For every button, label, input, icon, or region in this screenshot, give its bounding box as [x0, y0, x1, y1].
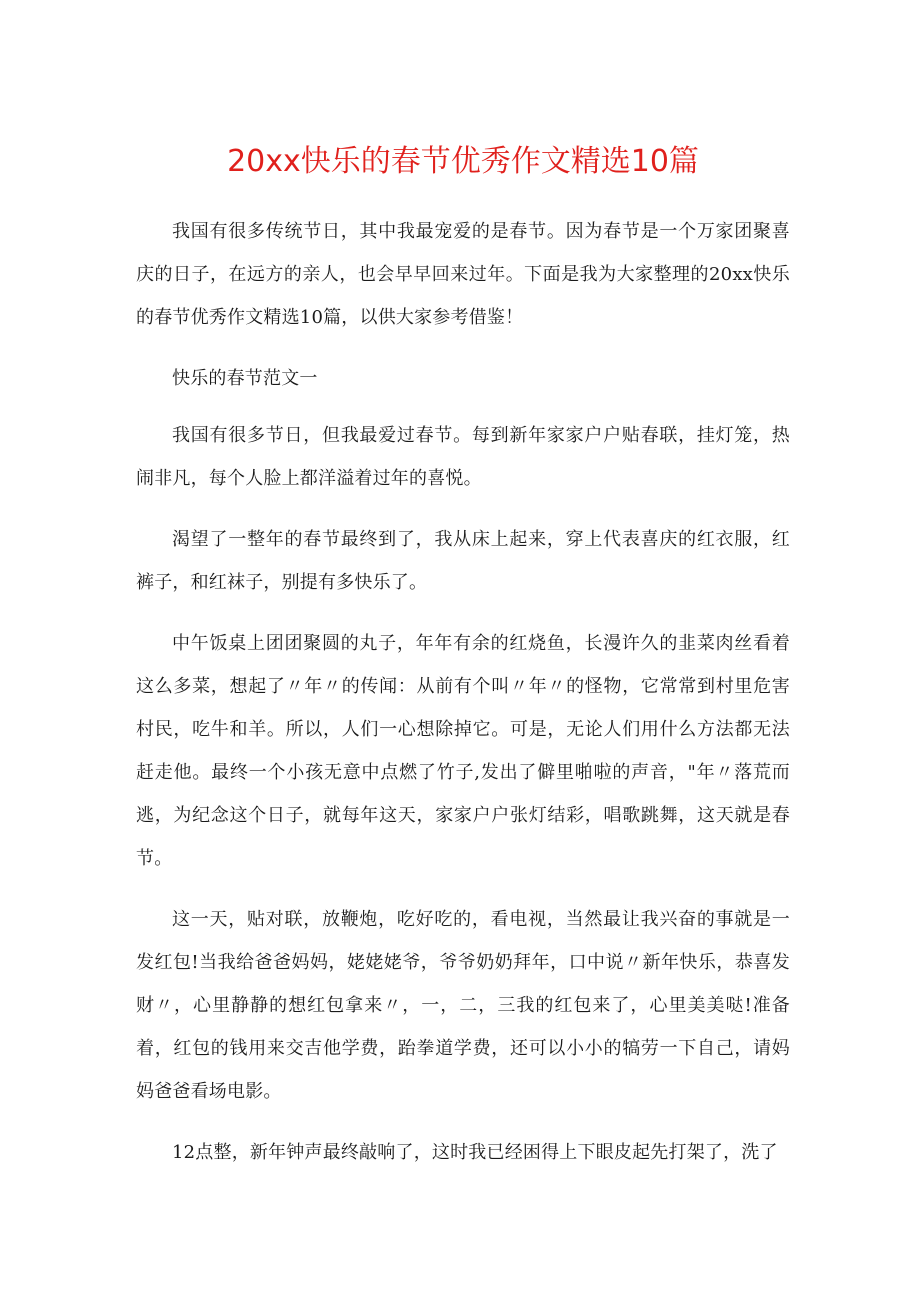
body-paragraph: 我国有很多节日，但我最爱过春节。每到新年家家户户贴春联，挂灯笼，热闹非凡，每个人脸上都洋溢着过年的喜悦。	[136, 425, 790, 489]
document-body	[136, 210, 790, 1174]
body-paragraph: 中午饭桌上团团聚圆的丸子，年年有余的红烧鱼，长漫许久的韭菜肉丝看着这么多菜，想起了〃年〃的传闻：从前有个叫〃年〃的怪物，它常常到村里危害村民，吃牛和羊。所以，人们一心想除掉它。可是，无论人们用什么方法都无法赶走他。最终一个小孩无意中点燃了竹子,发出了僻里啪啦的声音，"年〃落荒而逃，为纪念这个日子，就每年这天，家家户户张灯结彩，唱歌跳舞，这天就是春节。	[136, 633, 790, 869]
body-paragraph: 12点整，新年钟声最终敲响了，这时我已经困得上下眼皮起先打架了，洗了	[172, 1142, 778, 1163]
document-title: 20xx快乐的春节优秀作文精选10篇	[227, 144, 699, 179]
section-heading: 快乐的春节范文一	[172, 368, 318, 389]
body-paragraph: 这一天，贴对联，放鞭炮，吃好吃的，看电视，当然最让我兴奋的事就是一发红包!当我给爸爸妈妈，姥姥姥爷，爷爷奶奶拜年，口中说〃新年快乐，恭喜发财〃，心里静静的想红包拿来〃，一，二，三我的红包来了，心里美美哒!准备着，红包的钱用来交吉他学费，跆拳道学费，还可以小小的犒劳一下自己，请妈妈爸爸看场电影。	[136, 909, 790, 1102]
intro-paragraph: 我国有很多传统节日，其中我最宠爱的是春节。因为春节是一个万家团聚喜庆的日子，在远方的亲人，也会早早回来过年。下面是我为大家整理的20xx快乐的春节优秀作文精选10篇，以供大家参考借鉴！	[136, 221, 790, 328]
body-paragraph: 渴望了一整年的春节最终到了，我从床上起来，穿上代表喜庆的红衣服，红裤子，和红袜子，别提有多快乐了。	[136, 529, 790, 593]
